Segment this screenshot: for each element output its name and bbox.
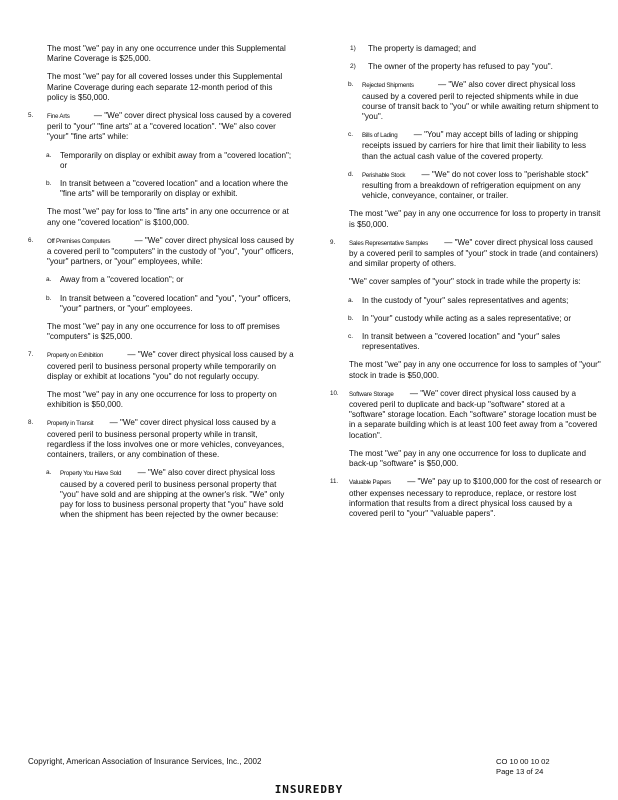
section-property-on-exhibition xyxy=(28,350,294,382)
watermark: INSUREDBY xyxy=(274,783,344,796)
section-software-storage xyxy=(330,389,603,441)
section-heading: Software Storage xyxy=(349,390,394,398)
subitem-heading: Perishable Stock xyxy=(362,171,406,179)
section-property-in-transit xyxy=(28,418,294,460)
subitem-perishable-stock: d. Perishable Stock — "We" do not cover loss to "perishable stock" resulting from a breakdown of refrigeration equipment on any vehicle, conveyance, container, or trailer. xyxy=(348,169,589,201)
section-heading: Fine Arts xyxy=(47,113,70,121)
page-number: Page 13 of 24 xyxy=(496,767,544,776)
occurrence-limit-text: The most "we" pay in any one occurrence under this Supplemental Marine Coverage is $25,000. xyxy=(47,44,286,64)
subitem: b. In transit between a "covered location" and a location where the "fine arts" will be temporarily on display or exhibit. xyxy=(46,179,289,199)
section-intro: "We" cover samples of "your" stock in trade while the property is: xyxy=(349,277,581,287)
limit-text: The most "we" pay in any one occurrence for loss to property on exhibition is $50,000. xyxy=(47,390,277,410)
section-number: 5. xyxy=(28,112,34,120)
section-text: — "We" cover direct physical loss caused by a covered peril to "your" "fine arts" at a "covered location". "We" also cover "your" "fine arts" while: xyxy=(47,111,292,142)
section-number: 10. xyxy=(330,389,339,397)
section-number: 9. xyxy=(330,238,336,246)
section-text: — "We" cover direct physical loss caused by a covered peril to "computers" in the custody of "you", "your" officers, "your" partners, or "your" employees, while: xyxy=(47,235,294,267)
subitem-heading: Rejected Shipments xyxy=(362,82,414,90)
section-valuable-papers xyxy=(330,477,603,519)
section-fine-arts xyxy=(28,111,294,143)
annual-limit-text: The most "we" pay for all covered losses under this Supplemental Marine Coverage during each separate 12-month period of this policy is $50,000. xyxy=(47,72,283,102)
subitem-rejected-shipments: b. Rejected Shipments — "We" also cover direct physical loss caused by a covered peril to rejected shipments while in due course of transit back to "you" or while awaiting return shipment to "you". xyxy=(348,80,599,122)
section-text: — "We" pay up to $100,000 for the cost of research or other expenses necessary to reproduce, replace, or restore lost information that results from a direct physical loss caused by a covered peril to "your" "valuable papers". xyxy=(349,477,602,518)
section-heading: Property on Exhibition xyxy=(47,352,104,360)
limit-text: The most "we" pay in any one occurrence for loss to off premises "computers" is $25,000. xyxy=(47,322,280,342)
section-number: 7. xyxy=(28,351,34,359)
subitem: b. In transit between a "covered location" and "you", "your" officers, "your" partners, or "your" employees. xyxy=(46,293,291,313)
copyright-notice: Copyright, American Association of Insurance Services, Inc., 2002 xyxy=(28,757,262,766)
limit-text: The most "we" pay in any one occurrence for loss to samples of "your" stock in trade is $50,000. xyxy=(349,360,601,380)
left-column xyxy=(28,44,294,528)
numbered-condition: 1) The property is damaged; and xyxy=(350,44,476,53)
subitem: b. In "your" custody while acting as a sales representative; or xyxy=(348,313,572,323)
form-page-info xyxy=(496,757,550,777)
section-heading: Valuable Papers xyxy=(349,479,391,487)
section-off-premises-computers xyxy=(28,236,294,268)
section-text: — "We" cover direct physical loss caused by a covered peril to samples of "your" stock in trade (and containers) and similar property of others. xyxy=(349,237,599,269)
subitem: a. Temporarily on display or exhibit away from a "covered location"; or xyxy=(46,150,292,170)
subitem-heading: Bills of Lading xyxy=(362,132,398,140)
section-text: — "We" cover direct physical loss caused by a covered peril to business personal property while in transit, regardless if the loss involves one or more vehicles, conveyances, containers, trailers, or any combination of these. xyxy=(47,418,285,460)
limit-text: The most "we" pay for loss to "fine arts" in any one occurrence or at any one "covered location" is $100,000. xyxy=(47,207,289,227)
form-number: CO 10 00 10 02 xyxy=(496,757,550,766)
subitem-heading: Property You Have Sold xyxy=(60,470,122,478)
right-column xyxy=(330,44,603,527)
section-text: — "We" cover direct physical loss caused by a covered peril to business personal property while temporarily on display or exhibit at locations "you" do not regularly occupy. xyxy=(47,350,294,381)
subitem: a. Property You Have Sold — "We" also cover direct physical loss caused by a covered peril to business personal property that "you" have sold and are shipping at the owner's risk. "We" only pay for loss to business personal property that "you" have sold when the shipment has been rejected by the owner because: xyxy=(46,468,285,520)
section-number: 8. xyxy=(28,419,34,427)
section-number: 11. xyxy=(330,478,339,486)
section-heading: Off Premises Computers xyxy=(47,237,111,245)
section-heading: Property in Transit xyxy=(47,420,94,428)
subitem: a. Away from a "covered location"; or xyxy=(46,275,184,285)
numbered-condition: 2) The owner of the property has refused to pay "you". xyxy=(350,62,553,72)
section-text: — "We" cover direct physical loss caused by a covered peril to duplicate and back-up "software" stored at a "software" storage location. Each "software" storage location must be in a separate building which is at least 100 feet away from a "covered location". xyxy=(349,388,598,440)
subitem-bills-of-lading: c. Bills of Lading — "You" may accept bills of lading or shipping receipts issued by carriers for hire that limit their liability to less than the actual cash value of the covered property. xyxy=(348,130,587,161)
limit-text: The most "we" pay in any one occurrence for loss to property in transit is $50,000. xyxy=(349,209,601,229)
section-number: 6. xyxy=(28,236,34,244)
limit-text: The most "we" pay in any one occurrence for loss to duplicate and back-up "software" is $50,000. xyxy=(349,448,586,469)
section-sales-samples xyxy=(330,238,603,270)
section-heading: Sales Representative Samples xyxy=(349,239,429,247)
subitem: c. In transit between a "covered location" and "your" sales representatives. xyxy=(348,332,561,352)
subitem: a. In the custody of "your" sales representatives and agents; xyxy=(348,295,569,305)
